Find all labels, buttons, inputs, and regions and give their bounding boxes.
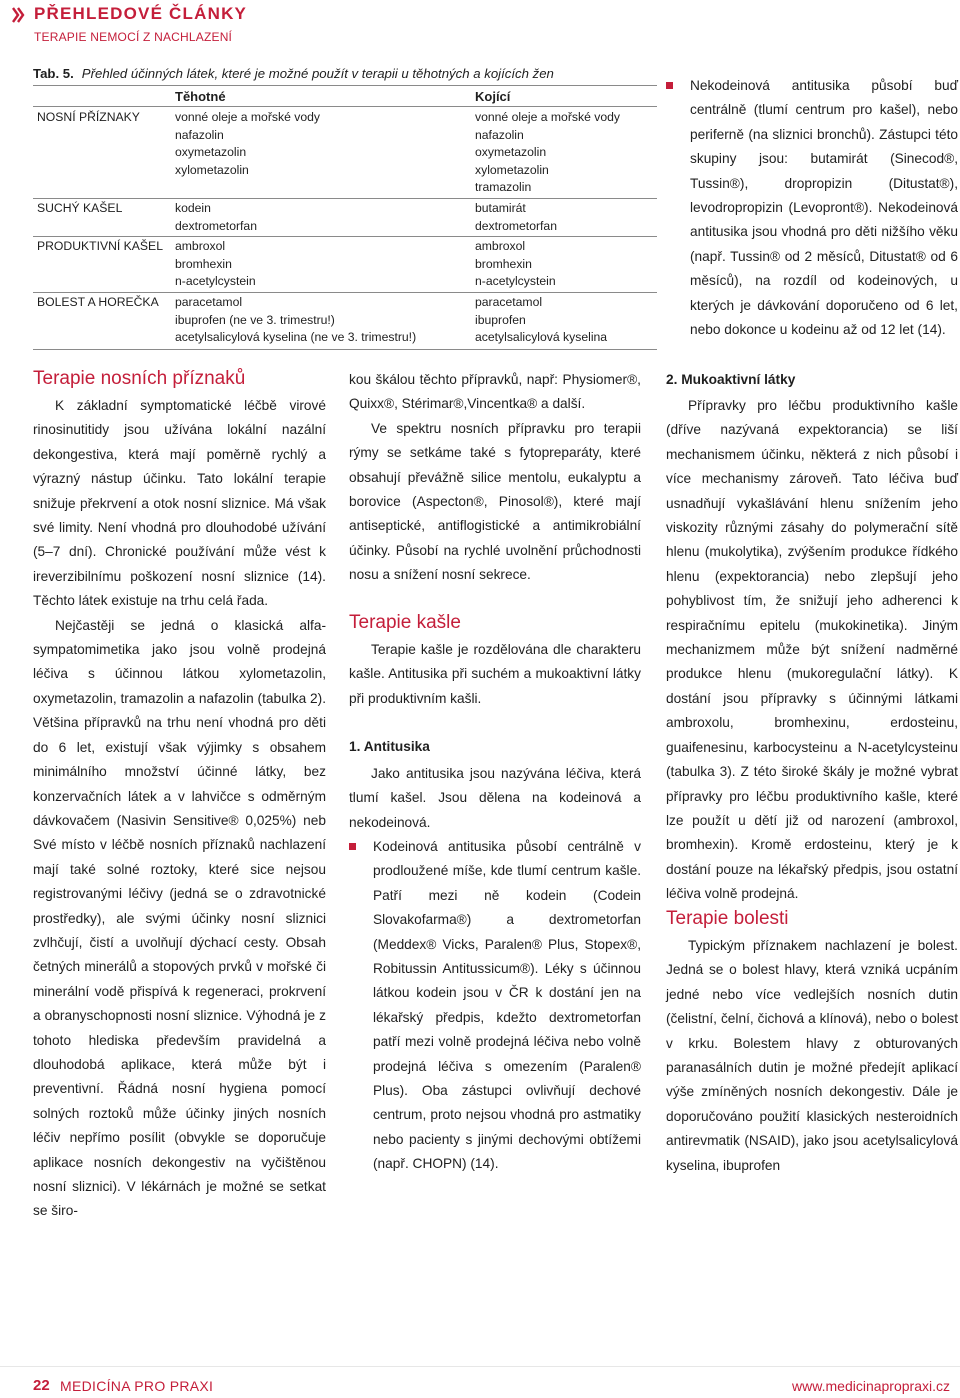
table-caption-text: Přehled účinných látek, které je možné použít v terapii u těhotných a kojících žen — [81, 66, 554, 81]
table-cell-line: ibuprofen (ne ve 3. trimestru!) — [175, 312, 335, 327]
table-cell-line: acetylsalicylová kyselina (ne ve 3. trimestru!) — [175, 330, 417, 344]
table-rule-bottom — [33, 349, 657, 350]
table-cell-breastfeeding — [475, 109, 620, 197]
table-cell-pregnant — [175, 238, 256, 291]
table-header-pregnant: Těhotné — [175, 89, 226, 104]
bullet-square-icon — [666, 82, 673, 89]
bullet-square-icon — [349, 843, 356, 850]
table-cell-line: butamirát — [475, 201, 526, 215]
journal-url[interactable]: www.medicinapropraxi.cz — [792, 1378, 950, 1394]
table-cell-line: xylometazolin — [475, 162, 549, 177]
table-cell-pregnant — [175, 109, 320, 179]
paragraph: Typickým příznakem nachlazení je bolest. Jedná se o bolest hlavy, která vzniká ucpáním jedné nebo více vedlejších nosních dutin (čelistní, čelní, čichová a klínová), nebo o bolest v krku. Bolestem hlavy z obturovaných paranasálních dutin je možné předejít aplikací výše zmíněných nosních dekongestiv. Dále je doporučováno použití klasických nesteroidních antirevmatik (NSAID), jako jsou acetylsalicylová kyselina, ibuprofen — [666, 938, 958, 1173]
paragraph: K základní symptomatické léčbě virové rinosinutitidy jsou užívána lokální nazální dekongestiva, která mají poměrně rychlý a výrazný nástup účinku. Tato lokální terapie snižuje překrvení a otok nosní sliznice. Má však své limity. Není vhodná pro dlouhodobé užívání (5–7 dní). Chronické používání může vést k ireverzibilnímu poškození nosní sliznice (14). Těchto látek existuje na trhu celá řada. — [33, 398, 326, 609]
table-cell-line: acetylsalicylová kyselina — [475, 330, 608, 344]
paragraph: kou škálou těchto přípravků, např: Physiomer®, Quixx®, Stérimar®,Vincentka® a další. — [349, 372, 641, 412]
column-1-text — [33, 394, 326, 1224]
table-row-symptom: PRODUKTIVNÍ KAŠEL — [37, 239, 163, 253]
table-cell-line: bromhexin — [475, 256, 532, 271]
section-heading: Terapie nosních příznaků — [33, 368, 246, 389]
table-cell-line: vonné oleje a mořské vody — [475, 110, 620, 124]
table-cell-line: dextrometorfan — [475, 218, 557, 233]
column-2-text — [349, 762, 641, 835]
table-row-symptom: BOLEST A HOREČKA — [37, 295, 159, 309]
table-header-breastfeeding: Kojící — [475, 89, 511, 104]
subheading: 1. Antitusika — [349, 739, 430, 754]
table-cell-line: xylometazolin — [175, 162, 249, 177]
table-cell-line: paracetamol — [175, 295, 243, 309]
chevron-right-icon — [12, 6, 26, 24]
table-cell-pregnant — [175, 200, 257, 235]
table-label: Tab. 5. — [33, 66, 74, 81]
subheading: 2. Mukoaktivní látky — [666, 372, 796, 387]
table-cell-line: vonné oleje a mořské vody — [175, 110, 320, 124]
table-cell-pregnant — [175, 294, 416, 347]
section-heading: Terapie kašle — [349, 612, 461, 633]
table-cell-line: ambroxol — [175, 239, 226, 253]
table-rule-top — [33, 85, 657, 86]
table-rule-row — [33, 292, 657, 293]
table-rule-row — [33, 236, 657, 237]
table-cell-line: ibuprofen — [475, 312, 526, 327]
column-2-text — [349, 638, 641, 711]
table-cell-line: kodein — [175, 201, 211, 215]
table-cell-line: tramazolin — [475, 180, 532, 194]
table-cell-line: oxymetazolin — [175, 145, 247, 159]
table-cell-line: n-acetylcystein — [475, 274, 556, 288]
table-row-symptom: NOSNÍ PŘÍZNAKY — [37, 110, 140, 124]
table-rule-header — [33, 106, 657, 107]
bullet-text: Nekodeinová antitusika působí buď centrálně (tlumí centrum pro kašel), nebo periferně (na sliznici bronchů). Zástupci této skupiny jsou: butamirát (Sinecod®, Tussin®), dropropizin (Ditustat®), levodropropizin (Levopront®). Nekodeinová antitusika jsou vhodná pro děti nižšího věku (např. Tussin® od 2 měsíců, Ditustat® od 6 měsíců), na rozdíl od kodeinových, u kterých je dávkování doporučeno od 6 let, nebo dokonce u kodeinu až od 12 let (14). — [690, 78, 958, 338]
paragraph: Ve spektru nosních přípravku pro terapii rýmy se setkáme také s fytopreparáty, které obsahují převážně silice mentolu, eukalyptu a borovice (Aspecton®, Pinosol®), které mají antiseptické, antiflogistické a antimikrobiální účinky. Působí na rychlé uvolnění průchodnosti nosu a snížení nosní sekrece. — [349, 420, 641, 583]
column-3-text — [666, 934, 958, 1178]
page-number: 22 — [33, 1377, 50, 1394]
table-cell-line: bromhexin — [175, 256, 232, 271]
section-subtitle: TERAPIE NEMOCÍ Z NACHLAZENÍ — [34, 30, 233, 44]
table-cell-line: nafazolin — [475, 127, 524, 142]
paragraph: Jako antitusika jsou nazývána léčiva, která tlumí kašel. Jsou dělena na kodeinová a nekodeinová. — [349, 766, 641, 830]
bullet-item — [666, 74, 958, 342]
bullet-text: Kodeinová antitusika působí centrálně v prodloužené míše, kde tlumí centrum kašle. Patří mezi ně kodein (Codein Slovakofarma®) a dextrometorfan (Meddex® Vicks, Paralen® Plus, Stopex®, Robitussin Antitussicum®). Léky s účinnou látkou kodein jsou v ČR k dostání jen na lékařský předpis, kdežto dextrometorfan patří mezi volně prodejná léčiva nebo volně prodejná léčiva s omezením (Paralen® Plus). Oba zástupci ovlivňují dechové centrum, proto nejsou vhodná pro astmatiky nebo pacienty s jinými dechovými obtížemi (např. CHOPN) (14). — [373, 839, 641, 1172]
paragraph: Přípravky pro léčbu produktivního kašle (dříve nazývaná expektorancia) se liší mechanismem účinku, některá z nich působí i více mechanismy zároveň. Tato léčiva buď usnadňují vykašlávání hlenu snížením jeho viskozity různými zásahy do polymerační sítě hlenu (mukolytika), zvýšením produkce řídkého hlenu (expektorancia) nebo zlepšují jeho pohyblivost tím, že snižují jeho adherenci k respiračnímu epitelu (mukokinetika). Jiným mechanizmem může být snížení nadměrné produkce hlenu (mukoregulační látky). K dostání jsou přípravky s účinnými látkami ambroxolu, bromhexinu, erdosteinu, guaifenesinu, karbocysteinu a N-acetylcysteinu (tabulka 3). Z této široké škály je možné vybrat přípravky pro léčbu produktivního kašle, které lze použít u dětí již od narození (ambroxol, bromhexin). Kromě erdosteinu, který je k dostání pouze na lékařský předpis, jsou ostatní léčiva volně prodejná. — [666, 398, 958, 902]
table-caption — [33, 66, 554, 81]
section-title: PŘEHLEDOVÉ ČLÁNKY — [34, 4, 248, 23]
table-cell-line: oxymetazolin — [475, 145, 547, 159]
table-cell-line: ambroxol — [475, 239, 526, 253]
table-cell-breastfeeding — [475, 294, 607, 347]
table-cell-breastfeeding — [475, 200, 557, 235]
table-row-symptom: SUCHÝ KAŠEL — [37, 201, 123, 215]
section-heading: Terapie bolesti — [666, 908, 789, 929]
column-2-text — [349, 368, 641, 588]
bullet-item — [349, 835, 641, 1177]
journal-name: MEDICÍNA PRO PRAXI — [60, 1378, 214, 1394]
table-cell-line: n-acetylcystein — [175, 274, 256, 288]
table-rule-row — [33, 198, 657, 199]
table-cell-line: nafazolin — [175, 127, 224, 142]
paragraph: Terapie kašle je rozdělována dle charakteru kašle. Antitusika při suchém a mukoaktivní látky při produktivním kašli. — [349, 642, 641, 706]
table-cell-breastfeeding — [475, 238, 556, 291]
footer-divider — [0, 1366, 960, 1367]
table-cell-line: paracetamol — [475, 295, 543, 309]
table-cell-line: dextrometorfan — [175, 218, 257, 233]
column-3-text — [666, 394, 958, 907]
paragraph: Nejčastěji se jedná o klasická alfa-sympatomimetika jako jsou volně prodejná léčiva s účinnou látkou xylometazolin, oxymetazolin, tramazolin a nafazolin (tabulka 2). Většina přípravků na trhu není vhodná pro děti do 6 let, existují však výjimky s obsahem minimálního množství účinné látky, bez konzervačních látek a v lahvičce s odměrným dávkovačem (Nasivin Sensitive® 0,025%) neb Své místo v léčbě nosních příznaků nachlazení mají také solné roztoky, které sice nejsou registrovanými léčivy (jedná se o zdravotnické prostředky), ale svými účinky nosní sliznici zvlhčují, čistí a uvolňují dýchací cesty. Obsah četných minerálů a stopových prvků v mořské či minerální vodě přispívá k regeneraci, prokrvení a obranyschopnosti nosní sliznice. Výhodná je z tohoto hlediska především pravidelná a dlouhodobá aplikace, která může být i preventivní. Řádná nosní hygiena pomocí solných roztoků může účinky jiných nosních léčiv nepřímo posílit (obvykle se doporučuje aplikace nosních dekongestiv na vyčištěnou nosní sliznici). V lékárnách je možné se setkat se širo- — [33, 617, 326, 1219]
